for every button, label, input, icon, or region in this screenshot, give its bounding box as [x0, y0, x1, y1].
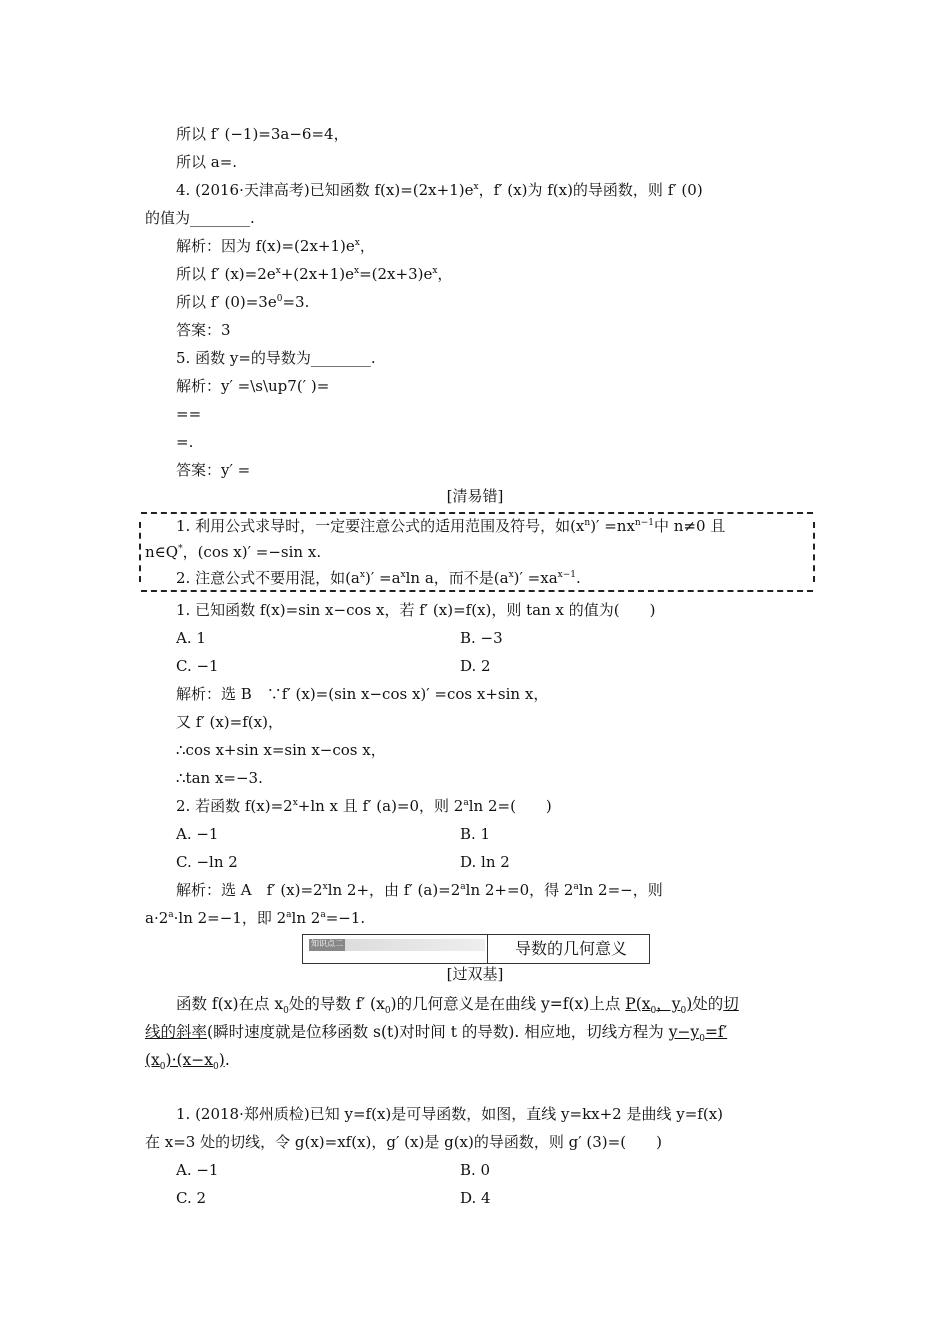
text: )的几何意义是在曲线 y=f(x)上点 [390, 995, 626, 1013]
superscript: x [275, 266, 281, 276]
superscript: a [286, 910, 292, 920]
superscript: x [359, 570, 365, 580]
text: ，y [656, 995, 681, 1013]
text: 1. 利用公式求导时，一定要注意公式的适用范围及符号，如(x [176, 517, 585, 535]
text: ·ln 2=−1，即 2 [173, 909, 287, 927]
text: ) [218, 1051, 225, 1069]
question-2 [176, 796, 552, 816]
text: . [575, 569, 581, 587]
text: ，(cos x)′ =−sin x. [182, 543, 322, 561]
text: )′ =nx [590, 517, 635, 535]
text-line: 的值为________. [145, 209, 255, 227]
superscript: x [432, 266, 438, 276]
subscript: 0 [650, 1006, 657, 1017]
option-b: B. −3 [460, 629, 503, 647]
text: )·(x−x [165, 1051, 214, 1069]
text: ln 2=−，则 [578, 881, 663, 899]
option-b: B. 0 [460, 1161, 491, 1179]
text: 所以 f′ (0)=3e [176, 293, 277, 311]
underlined-formula [145, 1051, 225, 1073]
text: 中 n≠0 且 [654, 517, 726, 535]
question-1: 1. 已知函数 f(x)=sin x−cos x，若 f′ (x)=f(x)，则 tan x 的值为( ) [176, 601, 656, 619]
superscript: a [463, 798, 469, 808]
text: 解析：选 A f′ (x)=2 [176, 881, 323, 899]
option-d: D. ln 2 [460, 853, 510, 871]
text-line: 所以 f′ (−1)=3a−6=4， [176, 125, 349, 143]
superscript: x [473, 182, 479, 192]
superscript: x [508, 570, 514, 580]
option-c: C. 2 [176, 1189, 207, 1207]
superscript: x−1 [557, 570, 576, 580]
superscript: a [320, 910, 326, 920]
text: ) [686, 995, 693, 1013]
text: +(2x+1)e [280, 265, 354, 283]
superscript: x [322, 882, 328, 892]
text: ， [437, 265, 453, 283]
text: 4. (2016·天津高考)已知函数 f(x)=(2x+1)e [176, 181, 474, 199]
superscript: x [354, 266, 360, 276]
superscript: 0 [276, 294, 283, 304]
text: (瞬时速度就是位移函数 s(t)对时间 t 的导数). 相应地，切线方程为 [207, 1023, 669, 1041]
superscript: a [460, 882, 466, 892]
text: +ln x 且 f′ (a)=0，则 2 [297, 797, 464, 815]
box-left-border [139, 522, 141, 582]
text: (x [145, 1051, 160, 1069]
paragraph-line [145, 1050, 230, 1073]
text: 所以 f′ (x)=2e [176, 265, 276, 283]
section-title: [过双基] [446, 965, 504, 983]
subscript: 0 [213, 1062, 219, 1073]
underlined-text: 线的斜率 [145, 1023, 208, 1041]
option-c: C. −ln 2 [176, 853, 238, 871]
solution-line: ∴tan x=−3. [176, 769, 263, 787]
underlined-text: 切 [723, 995, 739, 1013]
subscript: 0 [699, 1034, 705, 1045]
text: ，f′ (x)为 f(x)的导函数，则 f′ (0) [478, 181, 703, 199]
text: y−y [668, 1023, 700, 1041]
subscript: 0 [384, 1006, 391, 1017]
text: 2. 若函数 f(x)=2 [176, 797, 293, 815]
solution-line [176, 236, 375, 256]
box-right-border [813, 522, 815, 582]
answer-line: 答案：y′ = [176, 461, 251, 479]
error-note-1-cont [145, 542, 321, 562]
underlined-formula [668, 1023, 728, 1045]
text: n∈Q [145, 543, 179, 561]
text: =f′ [704, 1023, 728, 1041]
text: . [224, 1051, 230, 1069]
superscript: n [584, 518, 591, 528]
text: ln a，而不是(a [405, 569, 509, 587]
text: =(2x+3)e [359, 265, 433, 283]
solution-line [145, 908, 365, 928]
underlined-point [625, 995, 693, 1017]
question-5: 5. 函数 y=的导数为________. [176, 349, 376, 367]
text: =−1. [325, 909, 366, 927]
text-line: 所以 a=. [176, 153, 238, 171]
superscript: x [400, 570, 406, 580]
question-1: 1. (2018·郑州质检)已知 y=f(x)是可导函数，如图，直线 y=kx+2 是曲线 y=f(x) [176, 1105, 724, 1123]
solution-line: 解析：y′ =\s\up7(′ )= [176, 377, 330, 395]
superscript: x [354, 238, 360, 248]
answer-line: 答案：3 [176, 321, 231, 339]
divider [487, 935, 488, 963]
paragraph-line [145, 1022, 728, 1045]
superscript: * [178, 544, 183, 554]
text: ln 2+=0，得 2 [465, 881, 574, 899]
solution-line [176, 264, 452, 284]
text: )′ =a [364, 569, 401, 587]
superscript: a [573, 882, 579, 892]
superscript: a [168, 910, 174, 920]
error-note-1 [176, 516, 725, 536]
text: 解析：因为 f(x)=(2x+1)e [176, 237, 355, 255]
subscript: 0 [283, 1006, 289, 1017]
option-a: A. −1 [176, 825, 219, 843]
option-a: A. −1 [176, 1161, 219, 1179]
text: 处的导数 f′ (x [288, 995, 385, 1013]
option-d: D. 4 [460, 1189, 491, 1207]
subscript: 0 [159, 1062, 166, 1073]
text: =3. [282, 293, 310, 311]
error-note-2 [176, 568, 581, 588]
text: ， [359, 237, 375, 255]
text: 处的 [692, 995, 724, 1013]
section-title: [清易错] [446, 487, 504, 505]
superscript: n−1 [634, 518, 654, 528]
solution-line: ∴cos x+sin x=sin x−cos x， [176, 741, 386, 759]
text: ln 2=( ) [468, 797, 552, 815]
solution-line [176, 292, 309, 312]
option-d: D. 2 [460, 657, 491, 675]
text: ln 2+，由 f′ (a)=2 [327, 881, 461, 899]
solution-line: 又 f′ (x)=f(x)， [176, 713, 283, 731]
solution-line: == [176, 405, 202, 423]
text: )′ =xa [513, 569, 558, 587]
paragraph-line [176, 994, 739, 1017]
question-1-cont: 在 x=3 处的切线，令 g(x)=xf(x)，g′ (x)是 g(x)的导函数，则 g′ (3)=( ) [145, 1133, 662, 1151]
option-b: B. 1 [460, 825, 491, 843]
knowledge-title: 导数的几何意义 [515, 939, 628, 958]
superscript: x [292, 798, 298, 808]
option-c: C. −1 [176, 657, 219, 675]
text: a·2 [145, 909, 169, 927]
knowledge-point-header [302, 934, 650, 964]
option-a: A. 1 [176, 629, 206, 647]
question-4 [176, 180, 703, 200]
text: ln 2 [291, 909, 321, 927]
solution-line: 解析：选 B ∵f′ (x)=(sin x−cos x)′ =cos x+sin x， [176, 685, 549, 703]
subscript: 0 [680, 1006, 687, 1017]
text: 函数 f(x)在点 x [176, 995, 284, 1013]
text: P(x [625, 995, 651, 1013]
solution-line [176, 880, 663, 900]
text: 2. 注意公式不要用混，如(a [176, 569, 360, 587]
solution-line: =. [176, 433, 194, 451]
knowledge-tag: 知识点二 [311, 939, 343, 948]
